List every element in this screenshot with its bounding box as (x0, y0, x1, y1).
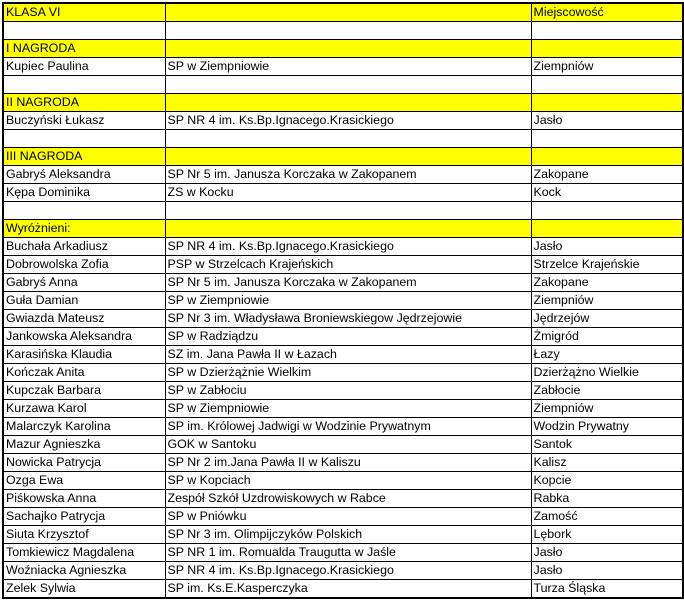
spacer-row (3, 202, 683, 220)
school-name[interactable]: SP w Zabłociu (165, 382, 531, 400)
table-row (3, 310, 683, 328)
table-row (3, 292, 683, 310)
school-name[interactable]: SP Nr 3 im. Olimpijczyków Polskich (165, 526, 531, 544)
table-row (3, 508, 683, 526)
spacer-row (3, 76, 683, 94)
empty-cell[interactable] (3, 22, 165, 40)
student-name[interactable]: Sachajko Patrycja (3, 508, 165, 526)
table-row (3, 346, 683, 364)
town-name[interactable]: Rabka (531, 490, 683, 508)
section-header-row (3, 94, 683, 112)
school-name[interactable]: Zespół Szkół Uzdrowiskowych w Rabce (165, 490, 531, 508)
school-name[interactable]: SP w Pniówku (165, 508, 531, 526)
table-row (3, 382, 683, 400)
town-name[interactable]: Łazy (531, 346, 683, 364)
header-class-label[interactable]: KLASA VI (3, 3, 165, 22)
town-name[interactable]: Zamość (531, 508, 683, 526)
school-name[interactable]: SP w Dzierżążnie Wielkim (165, 364, 531, 382)
town-name[interactable]: Santok (531, 436, 683, 454)
town-name[interactable]: Kock (531, 184, 683, 202)
section-title[interactable]: III NAGRODA (3, 148, 165, 166)
student-name[interactable]: Gwiazda Mateusz (3, 310, 165, 328)
school-name[interactable]: SP w Kopciach (165, 472, 531, 490)
school-name[interactable]: SP NR 4 im. Ks.Bp.Ignacego.Krasickiego (165, 562, 531, 580)
table-row (3, 562, 683, 580)
student-name[interactable]: Gabryś Anna (3, 274, 165, 292)
section-title[interactable]: I NAGRODA (3, 40, 165, 58)
town-name[interactable]: Kalisz (531, 454, 683, 472)
empty-cell[interactable] (3, 76, 165, 94)
table-row (3, 328, 683, 346)
town-name[interactable]: Turza Śląska (531, 580, 683, 599)
results-table-body (3, 3, 683, 598)
student-name[interactable]: Mazur Agnieszka (3, 436, 165, 454)
town-name[interactable]: Zabłocie (531, 382, 683, 400)
header-row (3, 3, 683, 22)
school-name[interactable]: PSP w Strzelcach Krajeńskich (165, 256, 531, 274)
school-name[interactable]: SP NR 4 im. Ks.Bp.Ignacego.Krasickiego (165, 112, 531, 130)
empty-cell[interactable] (165, 202, 531, 220)
table-row (3, 256, 683, 274)
results-table (2, 2, 684, 599)
spacer-row (3, 130, 683, 148)
empty-cell[interactable] (3, 130, 165, 148)
student-name[interactable]: Karasińska Klaudia (3, 346, 165, 364)
town-name[interactable]: Zakopane (531, 274, 683, 292)
empty-cell[interactable] (165, 76, 531, 94)
school-name[interactable]: ZS w Kocku (165, 184, 531, 202)
header-town-label[interactable]: Miejscowość (531, 3, 683, 22)
section-header-row (3, 40, 683, 58)
student-name[interactable]: Zelek Sylwia (3, 580, 165, 599)
spacer-row (3, 22, 683, 40)
student-name[interactable]: Woźniacka Agnieszka (3, 562, 165, 580)
student-name[interactable]: Kępa Dominika (3, 184, 165, 202)
school-name[interactable]: SP w Ziempniowie (165, 400, 531, 418)
school-name[interactable]: SP Nr 2 im.Jana Pawła II w Kaliszu (165, 454, 531, 472)
section-header-row (3, 220, 683, 238)
student-name[interactable]: Malarczyk Karolina (3, 418, 165, 436)
school-name[interactable]: SP Nr 3 im. Władysława Broniewskiegow Jędrzejowie (165, 310, 531, 328)
town-name[interactable]: Jasło (531, 562, 683, 580)
empty-cell[interactable] (531, 148, 683, 166)
student-name[interactable]: Kończak Anita (3, 364, 165, 382)
town-name[interactable]: Jędrzejów (531, 310, 683, 328)
table-row (3, 454, 683, 472)
table-row (3, 238, 683, 256)
school-name[interactable]: SP NR 4 im. Ks.Bp.Ignacego.Krasickiego (165, 238, 531, 256)
town-name[interactable]: Ziempniów (531, 292, 683, 310)
student-name[interactable]: Nowicka Patrycja (3, 454, 165, 472)
student-name[interactable]: Jankowska Aleksandra (3, 328, 165, 346)
table-row (3, 490, 683, 508)
empty-cell[interactable] (531, 220, 683, 238)
town-name[interactable]: Lębork (531, 526, 683, 544)
table-row (3, 436, 683, 454)
table-row (3, 112, 683, 130)
table-row (3, 580, 683, 599)
student-name[interactable]: Dobrowolska Zofia (3, 256, 165, 274)
student-name[interactable]: Buczyński Łukasz (3, 112, 165, 130)
empty-cell[interactable] (165, 22, 531, 40)
school-name[interactable]: SP im. Królowej Jadwigi w Wodzinie Prywatnym (165, 418, 531, 436)
town-name[interactable]: Zakopane (531, 166, 683, 184)
empty-cell[interactable] (165, 130, 531, 148)
spreadsheet (2, 2, 682, 599)
empty-cell[interactable] (531, 202, 683, 220)
empty-cell[interactable] (531, 76, 683, 94)
section-header-row (3, 148, 683, 166)
town-name[interactable]: Ziempniów (531, 400, 683, 418)
section-title[interactable]: II NAGRODA (3, 94, 165, 112)
school-name[interactable]: SP w Radziądzu (165, 328, 531, 346)
empty-cell[interactable] (165, 220, 531, 238)
empty-cell[interactable] (531, 22, 683, 40)
school-name[interactable]: SP NR 1 im. Romualda Traugutta w Jaśle (165, 544, 531, 562)
town-name[interactable]: Jasło (531, 238, 683, 256)
empty-cell[interactable] (165, 94, 531, 112)
empty-cell[interactable] (3, 202, 165, 220)
town-name[interactable]: Strzelce Krajeńskie (531, 256, 683, 274)
empty-cell[interactable] (531, 94, 683, 112)
table-row (3, 166, 683, 184)
header-school-cell[interactable] (165, 3, 531, 22)
school-name[interactable]: SP w Ziempniowie (165, 58, 531, 76)
empty-cell[interactable] (165, 40, 531, 58)
section-title[interactable]: Wyróżnieni: (3, 220, 165, 238)
school-name[interactable]: SP w Ziempniowie (165, 292, 531, 310)
student-name[interactable]: Gabryś Aleksandra (3, 166, 165, 184)
student-name[interactable]: Siuta Krzysztof (3, 526, 165, 544)
student-name[interactable]: Kupiec Paulina (3, 58, 165, 76)
school-name[interactable]: SP im. Ks.E.Kasperczyka (165, 580, 531, 599)
table-row (3, 274, 683, 292)
town-name[interactable]: Jasło (531, 112, 683, 130)
empty-cell[interactable] (531, 40, 683, 58)
empty-cell[interactable] (531, 130, 683, 148)
student-name[interactable]: Kurzawa Karol (3, 400, 165, 418)
table-row (3, 184, 683, 202)
town-name[interactable]: Wodzin Prywatny (531, 418, 683, 436)
town-name[interactable]: Dzierżążno Wielkie (531, 364, 683, 382)
table-row (3, 58, 683, 76)
table-row (3, 544, 683, 562)
school-name[interactable]: SP Nr 5 im. Janusza Korczaka w Zakopanem (165, 166, 531, 184)
town-name[interactable]: Kopcie (531, 472, 683, 490)
table-row (3, 400, 683, 418)
school-name[interactable]: SZ im. Jana Pawła II w Łazach (165, 346, 531, 364)
town-name[interactable]: Ziempniów (531, 58, 683, 76)
town-name[interactable]: Jasło (531, 544, 683, 562)
table-row (3, 472, 683, 490)
student-name[interactable]: Buchała Arkadiusz (3, 238, 165, 256)
table-row (3, 418, 683, 436)
student-name[interactable]: Piśkowska Anna (3, 490, 165, 508)
student-name[interactable]: Guła Damian (3, 292, 165, 310)
student-name[interactable]: Ozga Ewa (3, 472, 165, 490)
table-row (3, 526, 683, 544)
town-name[interactable]: Żmigród (531, 328, 683, 346)
student-name[interactable]: Kupczak Barbara (3, 382, 165, 400)
table-row (3, 364, 683, 382)
empty-cell[interactable] (165, 148, 531, 166)
student-name[interactable]: Tomkiewicz Magdalena (3, 544, 165, 562)
school-name[interactable]: SP Nr 5 im. Janusza Korczaka w Zakopanem (165, 274, 531, 292)
school-name[interactable]: GOK w Santoku (165, 436, 531, 454)
